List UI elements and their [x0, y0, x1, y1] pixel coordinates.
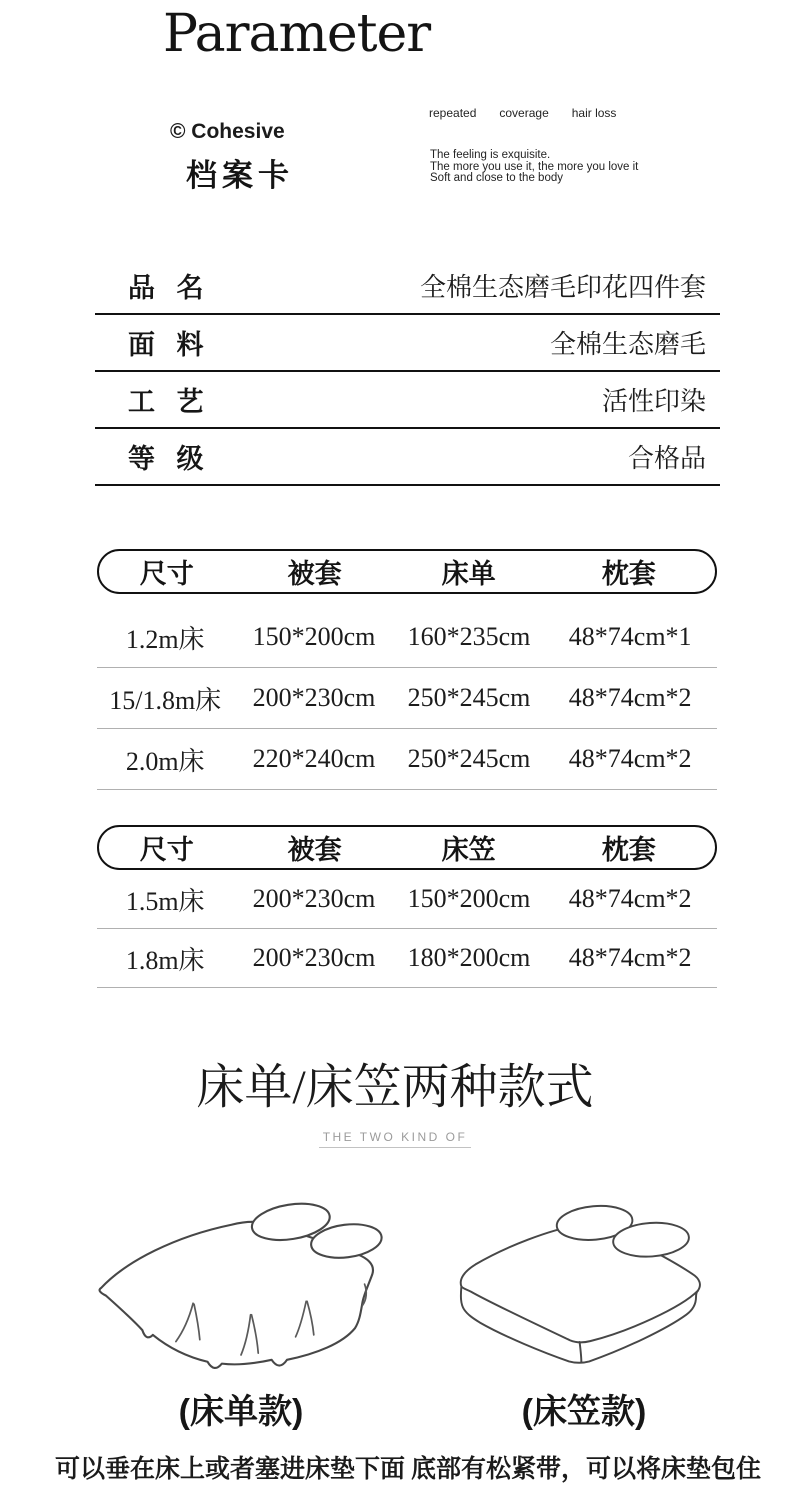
size-table-rows — [97, 594, 717, 790]
spec-row — [95, 429, 720, 486]
size-row — [97, 870, 717, 929]
section-subtitle-wrap — [0, 1128, 790, 1148]
size-cell: 150*200cm — [407, 884, 531, 913]
spec-value: 全棉生态磨毛印花四件套 — [419, 273, 706, 302]
spec-row — [95, 315, 720, 372]
size-header-cell: 床笠 — [441, 835, 496, 865]
tagline-line: The feeling is exquisite. — [430, 149, 551, 161]
size-header-cell: 尺寸 — [139, 835, 194, 865]
spec-label: 工 艺 — [128, 387, 204, 417]
spec-value: 活性印染 — [601, 387, 706, 416]
size-table-fitted-sheet — [97, 825, 717, 988]
spec-value: 合格品 — [627, 444, 706, 473]
figure-caption-fitted-sheet: (床笠款) — [521, 1393, 647, 1431]
keyword: hair loss — [571, 106, 617, 120]
spec-label: 面 料 — [128, 330, 204, 360]
size-cell: 15/1.8m床 — [109, 685, 222, 715]
size-cell: 180*200cm — [407, 943, 531, 972]
keyword: coverage — [499, 106, 549, 120]
spec-value: 全棉生态磨毛 — [549, 330, 706, 359]
fitted-sheet-bed-illustration — [438, 1200, 730, 1372]
size-header-cell: 尺寸 — [139, 559, 194, 589]
tagline — [430, 150, 638, 185]
size-header-cell: 被套 — [287, 835, 342, 865]
size-cell: 48*74cm*2 — [568, 943, 692, 972]
size-cell: 1.8m床 — [125, 945, 205, 975]
size-header-cell: 枕套 — [601, 835, 656, 865]
section-subtitle: THE TWO KIND OF — [319, 1130, 472, 1148]
size-cell: 48*74cm*2 — [568, 744, 692, 773]
size-header-cell: 床单 — [441, 559, 496, 589]
size-row — [97, 607, 717, 668]
size-row — [97, 729, 717, 790]
size-cell: 48*74cm*2 — [568, 683, 692, 712]
section-title: 床单/床笠两种款式 — [196, 1061, 594, 1114]
figure-note-flat-sheet: 可以垂在床上或者塞进床垫下面 — [54, 1455, 405, 1483]
keyword-list — [429, 106, 616, 120]
brand-name: © Cohesive — [170, 120, 285, 143]
tagline-line: The more you use it, the more you love it — [430, 160, 639, 173]
size-cell: 220*240cm — [252, 744, 376, 773]
flat-sheet-bed-illustration — [82, 1196, 400, 1378]
size-cell: 250*245cm — [407, 744, 531, 773]
size-cell: 200*230cm — [252, 683, 376, 712]
figure-note-fitted-sheet: 底部有松紧带，可以将床垫包住 — [410, 1455, 761, 1483]
size-table-header-pill — [97, 825, 717, 870]
size-row — [97, 929, 717, 988]
size-cell: 1.5m床 — [125, 886, 205, 916]
size-cell: 200*230cm — [252, 884, 376, 913]
size-cell: 150*200cm — [252, 622, 376, 651]
spec-table — [95, 258, 720, 486]
size-row — [97, 668, 717, 729]
size-cell: 2.0m床 — [125, 746, 205, 776]
size-cell: 200*230cm — [252, 943, 376, 972]
tagline-line: Soft and close to the body — [430, 172, 563, 184]
size-cell: 160*235cm — [407, 622, 531, 651]
size-cell: 48*74cm*1 — [568, 622, 692, 651]
spec-row — [95, 372, 720, 429]
size-header-cell: 被套 — [287, 559, 342, 589]
size-table-rows — [97, 870, 717, 988]
figure-caption-flat-sheet: (床单款) — [178, 1393, 304, 1431]
spec-label: 品 名 — [128, 273, 204, 303]
keyword: repeated — [429, 106, 477, 120]
size-cell: 250*245cm — [407, 683, 531, 712]
size-cell: 1.2m床 — [125, 624, 205, 654]
spec-row — [95, 258, 720, 315]
size-header-cell: 枕套 — [601, 559, 656, 589]
spec-label: 等 级 — [128, 444, 204, 474]
size-table-header-pill — [97, 549, 717, 594]
archive-card-label: 档案卡 — [186, 158, 294, 193]
size-cell: 48*74cm*2 — [568, 884, 692, 913]
page-title: Parameter — [163, 4, 431, 64]
size-table-flat-sheet — [97, 549, 717, 790]
